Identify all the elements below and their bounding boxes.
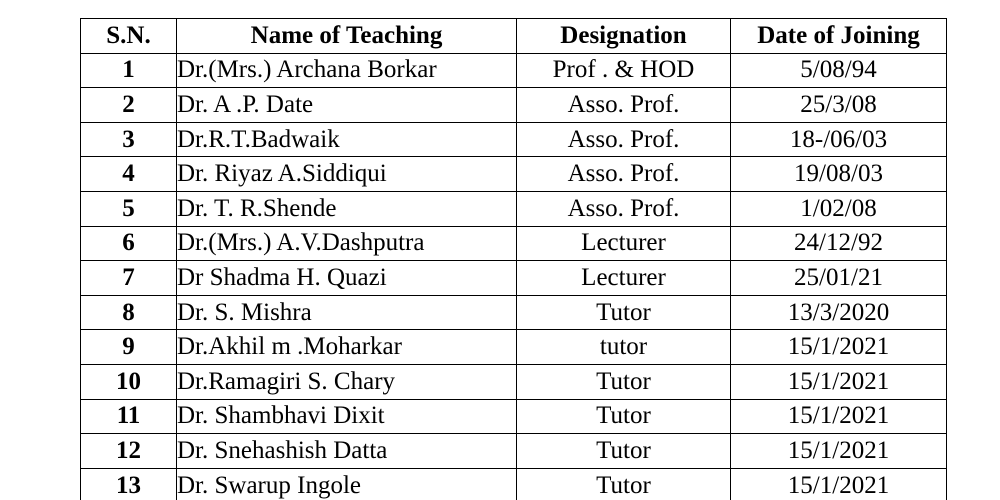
cell-designation: Tutor: [517, 434, 731, 469]
cell-designation: Tutor: [517, 399, 731, 434]
cell-designation: Lecturer: [517, 261, 731, 296]
cell-date-of-joining: 19/08/03: [731, 157, 947, 192]
table-row: [81, 191, 947, 226]
cell-sn: 4: [81, 157, 177, 192]
table-body: [81, 53, 947, 500]
header-row: [81, 19, 947, 54]
cell-sn: 3: [81, 122, 177, 157]
cell-name: Dr. A .P. Date: [177, 88, 517, 123]
cell-designation: tutor: [517, 330, 731, 365]
cell-sn: 2: [81, 88, 177, 123]
cell-date-of-joining: 15/1/2021: [731, 364, 947, 399]
cell-name: Dr. Swarup Ingole: [177, 468, 517, 500]
teaching-staff-table: [80, 18, 947, 500]
cell-sn: 5: [81, 191, 177, 226]
cell-name: Dr. Snehashish Datta: [177, 434, 517, 469]
cell-sn: 8: [81, 295, 177, 330]
table-row: [81, 434, 947, 469]
table-row: [81, 88, 947, 123]
cell-name: Dr. Shambhavi Dixit: [177, 399, 517, 434]
cell-name: Dr.Ramagiri S. Chary: [177, 364, 517, 399]
cell-name: Dr.Akhil m .Moharkar: [177, 330, 517, 365]
cell-designation: Tutor: [517, 468, 731, 500]
cell-designation: Asso. Prof.: [517, 191, 731, 226]
cell-date-of-joining: 18-/06/03: [731, 122, 947, 157]
cell-date-of-joining: 5/08/94: [731, 53, 947, 88]
cell-designation: Tutor: [517, 295, 731, 330]
cell-name: Dr.(Mrs.) A.V.Dashputra: [177, 226, 517, 261]
cell-sn: 7: [81, 261, 177, 296]
cell-sn: 6: [81, 226, 177, 261]
table-row: [81, 157, 947, 192]
cell-date-of-joining: 15/1/2021: [731, 434, 947, 469]
cell-date-of-joining: 15/1/2021: [731, 330, 947, 365]
cell-sn: 1: [81, 53, 177, 88]
table-row: [81, 53, 947, 88]
cell-name: Dr.(Mrs.) Archana Borkar: [177, 53, 517, 88]
header-date-of-joining: Date of Joining: [731, 19, 947, 54]
cell-date-of-joining: 24/12/92: [731, 226, 947, 261]
cell-sn: 11: [81, 399, 177, 434]
cell-date-of-joining: 15/1/2021: [731, 468, 947, 500]
cell-sn: 13: [81, 468, 177, 500]
cell-sn: 12: [81, 434, 177, 469]
cell-name: Dr. Riyaz A.Siddiqui: [177, 157, 517, 192]
cell-designation: Lecturer: [517, 226, 731, 261]
table-row: [81, 122, 947, 157]
cell-designation: Asso. Prof.: [517, 157, 731, 192]
cell-designation: Tutor: [517, 364, 731, 399]
cell-name: Dr.R.T.Badwaik: [177, 122, 517, 157]
cell-date-of-joining: 25/3/08: [731, 88, 947, 123]
cell-sn: 10: [81, 364, 177, 399]
table-row: [81, 364, 947, 399]
cell-date-of-joining: 15/1/2021: [731, 399, 947, 434]
cell-name: Dr. S. Mishra: [177, 295, 517, 330]
cell-sn: 9: [81, 330, 177, 365]
table-row: [81, 468, 947, 500]
cell-date-of-joining: 25/01/21: [731, 261, 947, 296]
cell-designation: Asso. Prof.: [517, 88, 731, 123]
cell-designation: Prof . & HOD: [517, 53, 731, 88]
table-row: [81, 330, 947, 365]
cell-name: Dr Shadma H. Quazi: [177, 261, 517, 296]
cell-designation: Asso. Prof.: [517, 122, 731, 157]
header-designation: Designation: [517, 19, 731, 54]
header-sn: S.N.: [81, 19, 177, 54]
header-name: Name of Teaching: [177, 19, 517, 54]
cell-date-of-joining: 13/3/2020: [731, 295, 947, 330]
table-row: [81, 226, 947, 261]
table-row: [81, 399, 947, 434]
cell-date-of-joining: 1/02/08: [731, 191, 947, 226]
table-row: [81, 295, 947, 330]
cell-name: Dr. T. R.Shende: [177, 191, 517, 226]
table-row: [81, 261, 947, 296]
